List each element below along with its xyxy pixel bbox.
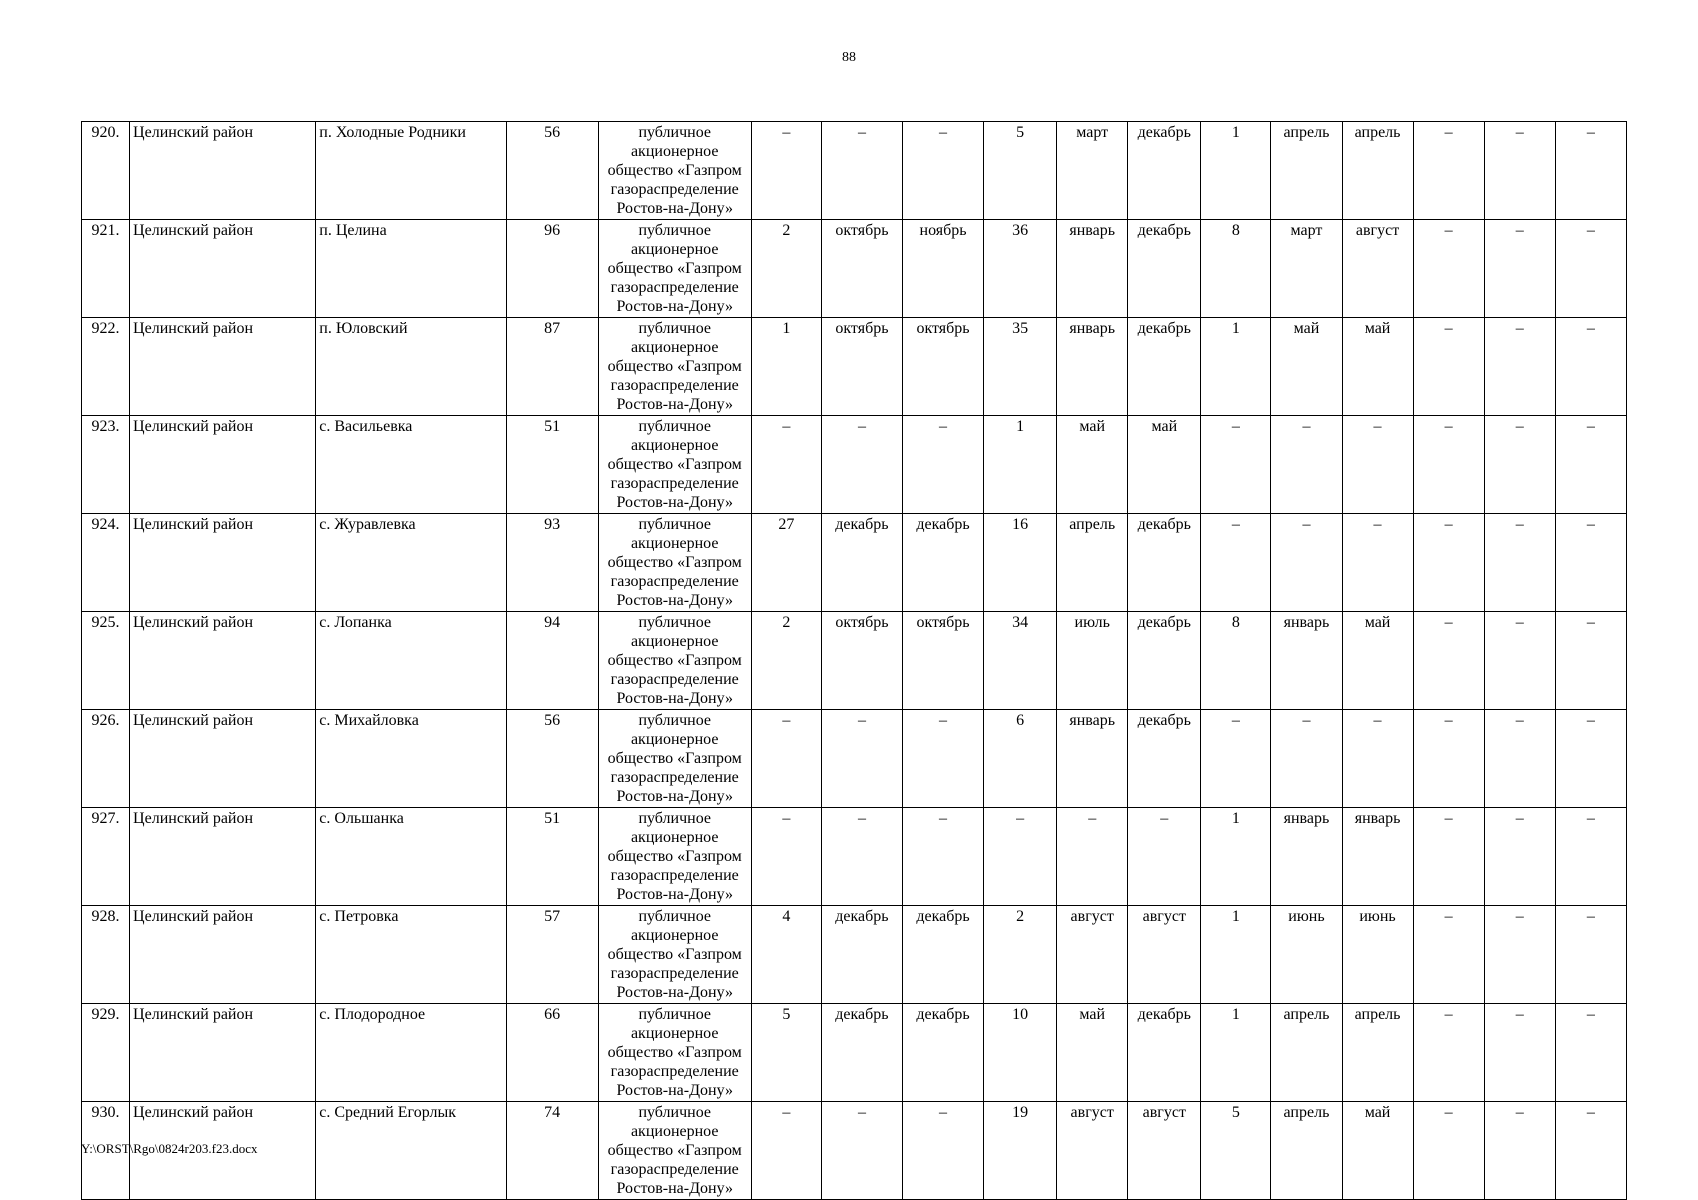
cell-month-a-start: октябрь: [821, 612, 902, 710]
cell-value-a: 27: [751, 514, 821, 612]
cell-month-a-start: декабрь: [821, 906, 902, 1004]
cell-month-c-end: август: [1342, 220, 1413, 318]
cell-count: 66: [506, 1004, 598, 1102]
cell-settlement: п. Юловский: [316, 318, 506, 416]
cell-count: 56: [506, 122, 598, 220]
cell-month-a-start: октябрь: [821, 318, 902, 416]
cell-value-b: 19: [984, 1102, 1057, 1200]
cell-value-a: 2: [751, 612, 821, 710]
cell-district: Целинский район: [130, 1102, 316, 1200]
table-row: [82, 808, 1627, 906]
cell-organization: публичное акционерное общество «Газпром газораспределение Ростов-на-Дону»: [598, 318, 751, 416]
cell-month-b-end: декабрь: [1128, 1004, 1201, 1102]
cell-value-e: –: [1484, 612, 1555, 710]
cell-month-b-start: апрель: [1057, 514, 1128, 612]
cell-value-e: –: [1484, 906, 1555, 1004]
cell-value-d: –: [1413, 612, 1484, 710]
table-row: [82, 612, 1627, 710]
cell-row-number: 926.: [82, 710, 130, 808]
cell-district: Целинский район: [130, 416, 316, 514]
cell-month-c-start: март: [1271, 220, 1342, 318]
cell-value-e: –: [1484, 514, 1555, 612]
cell-row-number: 929.: [82, 1004, 130, 1102]
cell-organization: публичное акционерное общество «Газпром газораспределение Ростов-на-Дону»: [598, 710, 751, 808]
cell-month-b-start: март: [1057, 122, 1128, 220]
cell-value-d: –: [1413, 906, 1484, 1004]
cell-month-c-start: январь: [1271, 808, 1342, 906]
cell-value-c: 1: [1201, 906, 1271, 1004]
cell-month-a-end: –: [902, 808, 983, 906]
cell-value-b: 1: [984, 416, 1057, 514]
cell-organization: публичное акционерное общество «Газпром газораспределение Ростов-на-Дону»: [598, 612, 751, 710]
cell-month-b-start: январь: [1057, 220, 1128, 318]
table-row: [82, 416, 1627, 514]
cell-settlement: с. Петровка: [316, 906, 506, 1004]
cell-value-d: –: [1413, 514, 1484, 612]
cell-month-a-end: –: [902, 122, 983, 220]
cell-value-a: –: [751, 1102, 821, 1200]
cell-value-e: –: [1484, 318, 1555, 416]
cell-settlement: с. Михайловка: [316, 710, 506, 808]
cell-organization: публичное акционерное общество «Газпром газораспределение Ростов-на-Дону»: [598, 808, 751, 906]
cell-month-c-end: апрель: [1342, 122, 1413, 220]
cell-row-number: 922.: [82, 318, 130, 416]
cell-row-number: 927.: [82, 808, 130, 906]
cell-month-c-start: июнь: [1271, 906, 1342, 1004]
cell-month-a-start: октябрь: [821, 220, 902, 318]
cell-value-d: –: [1413, 318, 1484, 416]
cell-month-a-end: декабрь: [902, 906, 983, 1004]
cell-value-f: –: [1555, 808, 1626, 906]
cell-month-b-start: январь: [1057, 710, 1128, 808]
cell-count: 93: [506, 514, 598, 612]
cell-value-e: –: [1484, 220, 1555, 318]
gasification-schedule-table: [81, 121, 1627, 1200]
cell-value-f: –: [1555, 416, 1626, 514]
table-row: [82, 220, 1627, 318]
cell-month-a-start: –: [821, 122, 902, 220]
cell-value-b: 5: [984, 122, 1057, 220]
cell-organization: публичное акционерное общество «Газпром газораспределение Ростов-на-Дону»: [598, 416, 751, 514]
cell-value-c: 1: [1201, 808, 1271, 906]
cell-value-b: 2: [984, 906, 1057, 1004]
page-number: 88: [842, 50, 856, 65]
cell-organization: публичное акционерное общество «Газпром газораспределение Ростов-на-Дону»: [598, 1102, 751, 1200]
cell-month-a-end: октябрь: [902, 318, 983, 416]
cell-month-a-end: ноябрь: [902, 220, 983, 318]
cell-value-d: –: [1413, 1102, 1484, 1200]
cell-month-b-end: декабрь: [1128, 612, 1201, 710]
cell-value-c: 8: [1201, 220, 1271, 318]
cell-month-c-end: июнь: [1342, 906, 1413, 1004]
cell-settlement: с. Средний Егорлык: [316, 1102, 506, 1200]
cell-month-c-start: апрель: [1271, 122, 1342, 220]
cell-row-number: 924.: [82, 514, 130, 612]
cell-value-f: –: [1555, 220, 1626, 318]
cell-value-b: 10: [984, 1004, 1057, 1102]
footer-file-path: Y:\ORST\Rgo\0824r203.f23.docx: [81, 1141, 258, 1156]
cell-value-f: –: [1555, 1102, 1626, 1200]
cell-count: 74: [506, 1102, 598, 1200]
cell-month-b-end: август: [1128, 1102, 1201, 1200]
cell-count: 51: [506, 416, 598, 514]
cell-month-b-start: май: [1057, 416, 1128, 514]
cell-month-c-start: –: [1271, 416, 1342, 514]
cell-month-c-start: апрель: [1271, 1004, 1342, 1102]
cell-value-f: –: [1555, 514, 1626, 612]
cell-value-f: –: [1555, 122, 1626, 220]
cell-district: Целинский район: [130, 122, 316, 220]
cell-value-c: 1: [1201, 122, 1271, 220]
cell-settlement: с. Лопанка: [316, 612, 506, 710]
cell-month-c-start: январь: [1271, 612, 1342, 710]
cell-month-a-end: октябрь: [902, 612, 983, 710]
cell-value-d: –: [1413, 808, 1484, 906]
cell-row-number: 928.: [82, 906, 130, 1004]
table-row: [82, 514, 1627, 612]
cell-value-d: –: [1413, 416, 1484, 514]
cell-district: Целинский район: [130, 808, 316, 906]
cell-month-a-end: декабрь: [902, 1004, 983, 1102]
cell-month-a-start: –: [821, 416, 902, 514]
cell-month-c-end: май: [1342, 612, 1413, 710]
cell-month-b-start: май: [1057, 1004, 1128, 1102]
cell-month-a-start: декабрь: [821, 1004, 902, 1102]
cell-month-c-start: май: [1271, 318, 1342, 416]
cell-value-e: –: [1484, 122, 1555, 220]
cell-month-b-end: декабрь: [1128, 318, 1201, 416]
cell-month-b-end: декабрь: [1128, 710, 1201, 808]
cell-district: Целинский район: [130, 1004, 316, 1102]
cell-month-c-end: –: [1342, 710, 1413, 808]
cell-month-c-end: январь: [1342, 808, 1413, 906]
cell-count: 87: [506, 318, 598, 416]
cell-value-b: 16: [984, 514, 1057, 612]
table-row: [82, 122, 1627, 220]
cell-value-a: –: [751, 416, 821, 514]
cell-settlement: с. Журавлевка: [316, 514, 506, 612]
cell-value-b: 6: [984, 710, 1057, 808]
cell-value-c: 1: [1201, 318, 1271, 416]
cell-value-a: –: [751, 710, 821, 808]
cell-district: Целинский район: [130, 612, 316, 710]
cell-value-a: 4: [751, 906, 821, 1004]
cell-value-d: –: [1413, 122, 1484, 220]
table-row: [82, 318, 1627, 416]
cell-month-c-start: –: [1271, 514, 1342, 612]
cell-row-number: 921.: [82, 220, 130, 318]
cell-value-f: –: [1555, 906, 1626, 1004]
cell-month-b-end: август: [1128, 906, 1201, 1004]
cell-value-a: 1: [751, 318, 821, 416]
cell-month-a-start: декабрь: [821, 514, 902, 612]
cell-settlement: с. Плодородное: [316, 1004, 506, 1102]
cell-month-a-start: –: [821, 808, 902, 906]
cell-value-d: –: [1413, 220, 1484, 318]
cell-value-b: 36: [984, 220, 1057, 318]
cell-district: Целинский район: [130, 318, 316, 416]
cell-count: 94: [506, 612, 598, 710]
cell-month-c-start: апрель: [1271, 1102, 1342, 1200]
cell-organization: публичное акционерное общество «Газпром газораспределение Ростов-на-Дону»: [598, 514, 751, 612]
cell-value-c: –: [1201, 514, 1271, 612]
cell-row-number: 923.: [82, 416, 130, 514]
cell-month-b-end: декабрь: [1128, 122, 1201, 220]
cell-value-c: –: [1201, 416, 1271, 514]
cell-value-a: –: [751, 808, 821, 906]
cell-value-a: 5: [751, 1004, 821, 1102]
cell-organization: публичное акционерное общество «Газпром газораспределение Ростов-на-Дону»: [598, 220, 751, 318]
cell-value-e: –: [1484, 710, 1555, 808]
cell-settlement: п. Целина: [316, 220, 506, 318]
cell-value-c: –: [1201, 710, 1271, 808]
cell-value-b: 34: [984, 612, 1057, 710]
cell-month-b-start: –: [1057, 808, 1128, 906]
cell-value-f: –: [1555, 612, 1626, 710]
cell-month-c-end: май: [1342, 318, 1413, 416]
cell-value-a: –: [751, 122, 821, 220]
cell-settlement: с. Васильевка: [316, 416, 506, 514]
cell-month-b-end: декабрь: [1128, 514, 1201, 612]
cell-month-b-start: июль: [1057, 612, 1128, 710]
cell-month-b-end: –: [1128, 808, 1201, 906]
cell-organization: публичное акционерное общество «Газпром газораспределение Ростов-на-Дону»: [598, 122, 751, 220]
cell-month-a-end: –: [902, 416, 983, 514]
cell-value-c: 8: [1201, 612, 1271, 710]
cell-district: Целинский район: [130, 220, 316, 318]
cell-value-e: –: [1484, 1004, 1555, 1102]
cell-district: Целинский район: [130, 514, 316, 612]
cell-month-c-end: май: [1342, 1102, 1413, 1200]
cell-row-number: 930.: [82, 1102, 130, 1200]
cell-month-b-start: январь: [1057, 318, 1128, 416]
cell-count: 96: [506, 220, 598, 318]
cell-month-c-end: –: [1342, 416, 1413, 514]
cell-month-b-start: август: [1057, 906, 1128, 1004]
cell-count: 51: [506, 808, 598, 906]
cell-month-a-end: –: [902, 710, 983, 808]
table-row: [82, 1004, 1627, 1102]
cell-organization: публичное акционерное общество «Газпром газораспределение Ростов-на-Дону»: [598, 1004, 751, 1102]
cell-month-b-end: май: [1128, 416, 1201, 514]
cell-value-b: –: [984, 808, 1057, 906]
cell-count: 56: [506, 710, 598, 808]
cell-month-b-start: август: [1057, 1102, 1128, 1200]
cell-value-f: –: [1555, 1004, 1626, 1102]
cell-district: Целинский район: [130, 906, 316, 1004]
cell-month-a-end: –: [902, 1102, 983, 1200]
cell-month-a-end: декабрь: [902, 514, 983, 612]
cell-month-c-end: –: [1342, 514, 1413, 612]
cell-value-e: –: [1484, 808, 1555, 906]
cell-value-e: –: [1484, 1102, 1555, 1200]
cell-row-number: 925.: [82, 612, 130, 710]
table-row: [82, 710, 1627, 808]
cell-value-c: 5: [1201, 1102, 1271, 1200]
cell-settlement: с. Ольшанка: [316, 808, 506, 906]
cell-value-e: –: [1484, 416, 1555, 514]
cell-month-c-start: –: [1271, 710, 1342, 808]
cell-value-c: 1: [1201, 1004, 1271, 1102]
cell-settlement: п. Холодные Родники: [316, 122, 506, 220]
cell-value-b: 35: [984, 318, 1057, 416]
table-row: [82, 906, 1627, 1004]
cell-value-d: –: [1413, 710, 1484, 808]
cell-value-f: –: [1555, 710, 1626, 808]
cell-value-a: 2: [751, 220, 821, 318]
cell-month-b-end: декабрь: [1128, 220, 1201, 318]
cell-value-d: –: [1413, 1004, 1484, 1102]
cell-row-number: 920.: [82, 122, 130, 220]
table-row: [82, 1102, 1627, 1200]
cell-organization: публичное акционерное общество «Газпром газораспределение Ростов-на-Дону»: [598, 906, 751, 1004]
cell-month-a-start: –: [821, 710, 902, 808]
cell-district: Целинский район: [130, 710, 316, 808]
cell-count: 57: [506, 906, 598, 1004]
cell-month-c-end: апрель: [1342, 1004, 1413, 1102]
cell-value-f: –: [1555, 318, 1626, 416]
cell-month-a-start: –: [821, 1102, 902, 1200]
